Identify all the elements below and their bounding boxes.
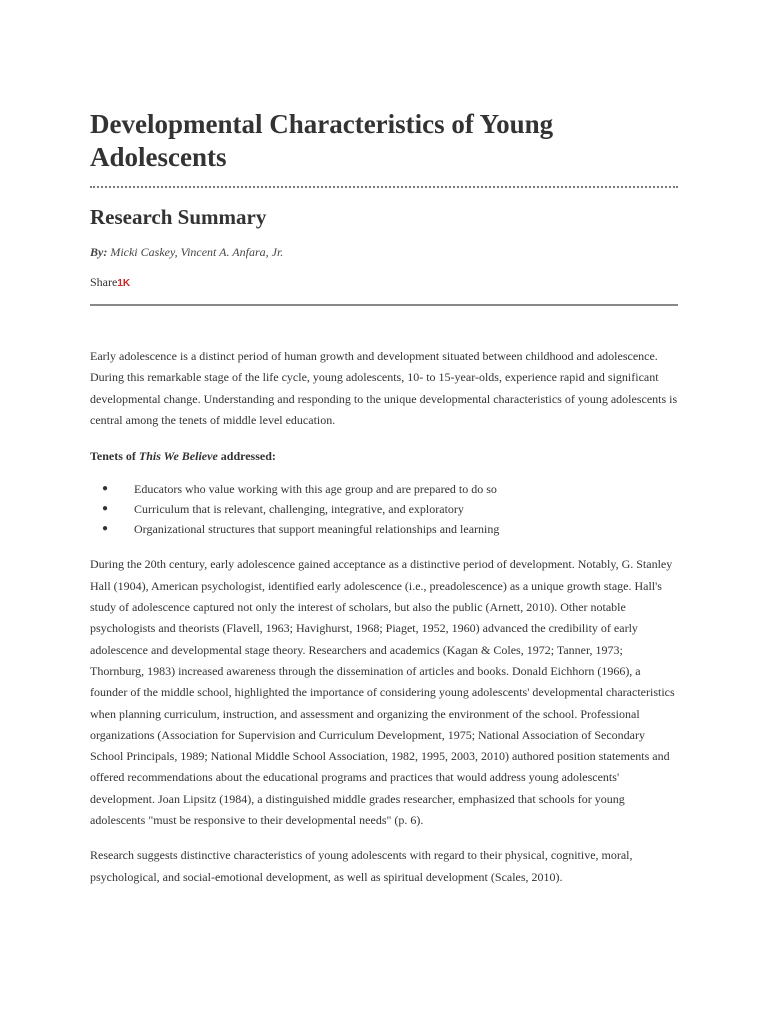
byline-authors: Micki Caskey, Vincent A. Anfara, Jr. <box>110 245 284 259</box>
tenets-heading <box>90 446 678 467</box>
article <box>90 108 678 888</box>
bullet-icon: ● <box>102 523 109 535</box>
header-divider <box>90 304 678 306</box>
list-item-text: Organizational structures that support meaningful relationships and learning <box>134 522 500 537</box>
tenets-list <box>90 479 678 539</box>
list-item-text: Educators who value working with this age group and are prepared to do so <box>134 482 497 497</box>
article-subtitle: Research Summary <box>90 205 267 229</box>
list-item <box>90 479 678 499</box>
title-divider <box>90 186 678 188</box>
list-item <box>90 519 678 539</box>
bullet-icon: ● <box>102 503 109 515</box>
byline-label: By: <box>90 245 108 259</box>
list-item <box>90 499 678 519</box>
intro-paragraph: Early adolescence is a distinct period of human growth and development situated between childhood and adolescence. During this remarkable stage of the life cycle, young adolescents, 10- to 15-year-olds, experience rapid and significant developmental change. Understanding and responding to the unique developmental characteristics of young adolescents is central among the tenets of middle level education. <box>90 349 678 427</box>
share-button[interactable] <box>90 274 678 292</box>
research-paragraph: Research suggests distinctive characteristics of young adolescents with regard to their physical, cognitive, moral, psychological, and social-emotional development, as well as spiritual development (Scales, 2010). <box>90 848 633 884</box>
tenets-book-title: This We Believe <box>138 449 218 464</box>
bullet-icon: ● <box>102 483 109 495</box>
share-count: 1K <box>117 278 131 289</box>
byline <box>90 244 678 260</box>
article-title: Developmental Characteristics of Young Adolescents <box>90 109 554 172</box>
tenets-suffix: addressed: <box>217 449 276 464</box>
share-label: Share <box>90 275 118 289</box>
history-paragraph: During the 20th century, early adolescence gained acceptance as a distinctive period of development. Notably, G. Stanley Hall (1904), American psychologist, identified early adolescence (i.e., preadolescence) as a unique growth stage. Hall's study of adolescence captured not only the interest of scholars, but also the public (Arnett, 2010). Other notable psychologists and theorists (Flavell, 1963; Havighurst, 1968; Piaget, 1952, 1960) advanced the credibility of early adolescence and developmental stage theory. Researchers and academics (Kagan & Coles, 1972; Tanner, 1973; Thornburg, 1983) increased awareness through the dissemination of articles and books. Donald Eichhorn (1966), a founder of the middle school, highlighted the importance of considering young adolescents' developmental characteristics when planning curriculum, instruction, and assessment and organizing the environment of the school. Professional organizations (Association for Supervision and Curriculum Development, 1975; National Association of Secondary School Principals, 1989; National Middle School Association, 1982, 1995, 2003, 2010) authored position statements and offered recommendations about the educational programs and practices that would address young adolescents' development. Joan Lipsitz (1984), a distinguished middle grades researcher, emphasized that schools for young adolescents "must be responsive to their developmental needs" (p. 6). <box>90 557 675 828</box>
list-item-text: Curriculum that is relevant, challenging, integrative, and exploratory <box>134 502 464 517</box>
tenets-prefix: Tenets of <box>90 449 139 464</box>
